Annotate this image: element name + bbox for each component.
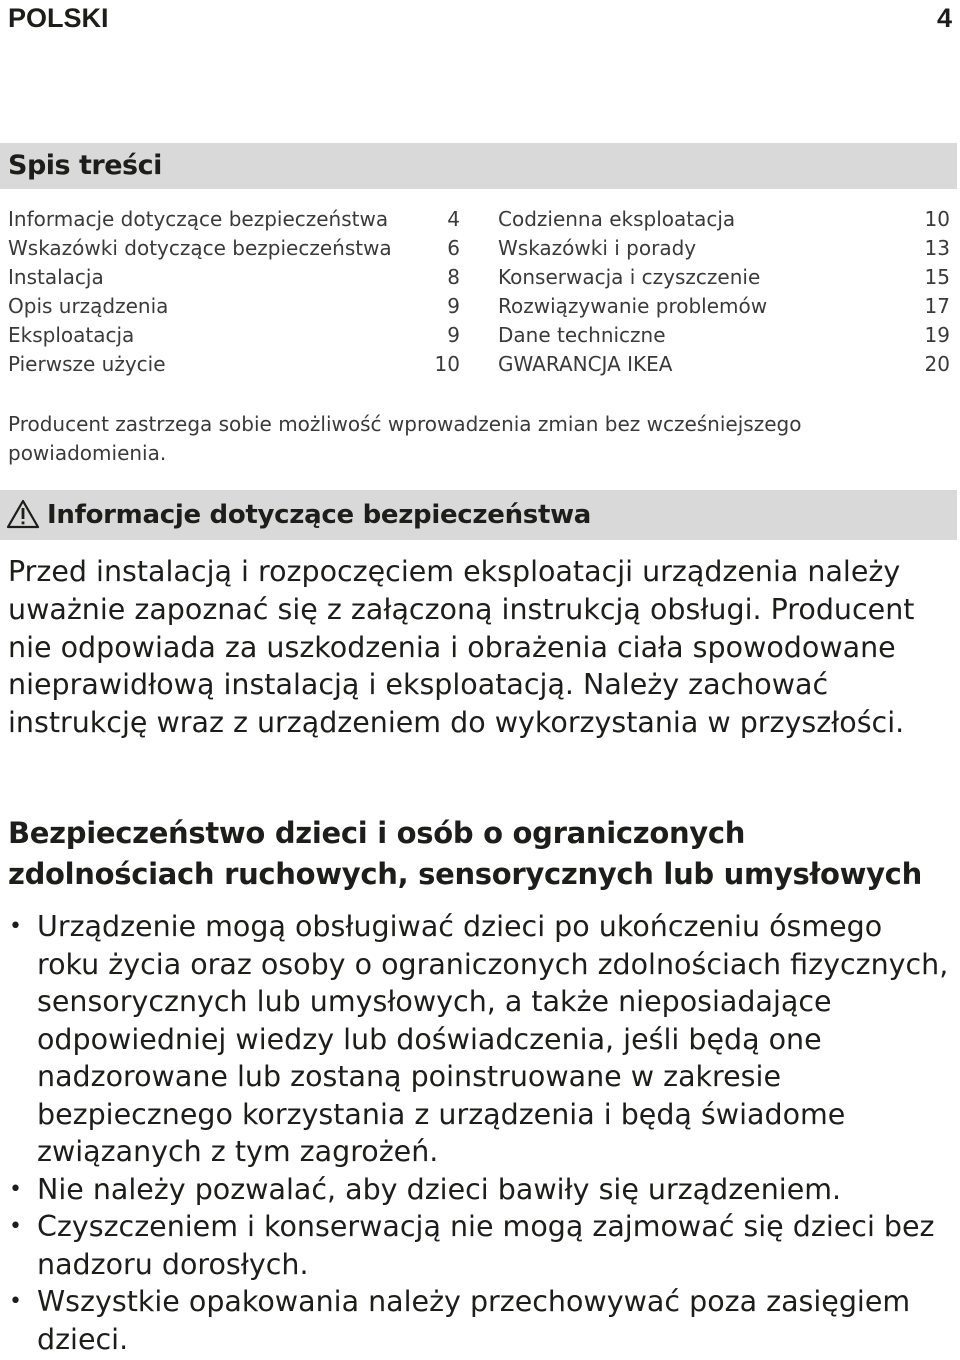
toc-entry-label: Informacje dotyczące bezpieczeństwa: [8, 207, 389, 231]
toc-entry-page: 10: [434, 352, 460, 376]
toc-entry[interactable]: [498, 263, 950, 292]
toc-entry-page: 4: [447, 207, 460, 231]
safety-intro-paragraph: Przed instalacją i rozpoczęciem eksploatacji urządzenia należy uważnie zapoznać się z załączoną instrukcją obsługi. Producent nie odpowiada za uszkodzenia i obrażenia ciała spowodowane nieprawidłową instalacją i eksploatacją. Należy zachować instrukcję wraz z urządzeniem do wykorzystania w przyszłości.: [8, 555, 915, 740]
children-safety-list: [0, 908, 950, 1358]
toc-entry-page: 13: [924, 236, 950, 260]
list-item-text: Nie należy pozwalać, aby dzieci bawiły się urządzeniem.: [37, 1172, 842, 1206]
toc-title: Spis treści: [8, 150, 162, 181]
language-label: POLSKI: [8, 2, 109, 33]
toc-entry[interactable]: [498, 292, 950, 321]
toc-entry[interactable]: [498, 234, 950, 263]
toc-column-left: [8, 205, 460, 379]
warning-triangle-icon: [6, 499, 40, 529]
toc-entry[interactable]: [498, 205, 950, 234]
toc-entry[interactable]: [8, 205, 460, 234]
toc-entry-label: Dane techniczne: [498, 323, 666, 347]
toc-entry[interactable]: [498, 350, 950, 379]
list-item-text: Czyszczeniem i konserwacją nie mogą zajmować się dzieci bez nadzoru dorosłych.: [37, 1210, 935, 1281]
toc-entry[interactable]: [8, 350, 460, 379]
toc-entry[interactable]: [8, 234, 460, 263]
toc-entry-page: 17: [924, 294, 950, 318]
list-item: [0, 1208, 950, 1283]
toc-entry-label: GWARANCJA IKEA: [498, 352, 673, 376]
toc-entry-page: 10: [924, 207, 950, 231]
list-item: [0, 1171, 950, 1209]
safety-heading-bar: [0, 490, 957, 540]
toc-entry-label: Instalacja: [8, 265, 104, 289]
toc-entry-page: 6: [447, 236, 460, 260]
toc-entry-label: Konserwacja i czyszczenie: [498, 265, 761, 289]
bullet-icon: •: [9, 1176, 22, 1202]
toc-entry[interactable]: [8, 321, 460, 350]
toc-entry-label: Wskazówki dotyczące bezpieczeństwa: [8, 236, 392, 260]
page-header: [8, 0, 952, 36]
toc-entry-label: Codzienna eksploatacja: [498, 207, 736, 231]
toc-entry-label: Wskazówki i porady: [498, 236, 697, 260]
list-item: [0, 908, 950, 1171]
toc-entry-label: Rozwiązywanie problemów: [498, 294, 768, 318]
change-notice: Producent zastrzega sobie możliwość wprowadzenia zmian bez wcześniejszego powiadomienia.: [8, 412, 802, 465]
list-item-text: Wszystkie opakowania należy przechowywać poza zasięgiem dzieci.: [37, 1285, 911, 1356]
toc-entry-page: 19: [924, 323, 950, 347]
toc-entry-page: 15: [924, 265, 950, 289]
list-item: [0, 1283, 950, 1358]
page-number: 4: [936, 2, 952, 33]
toc-entry-page: 9: [447, 294, 460, 318]
toc-entry-page: 8: [447, 265, 460, 289]
safety-title: Informacje dotyczące bezpieczeństwa: [47, 500, 592, 530]
toc-entry-page: 9: [447, 323, 460, 347]
toc-heading-bar: [0, 143, 957, 189]
toc-entry[interactable]: [8, 263, 460, 292]
bullet-icon: •: [9, 1289, 22, 1314]
children-safety-heading: Bezpieczeństwo dzieci i osób o ograniczonych zdolnościach ruchowych, sensorycznych lub umysłowych: [8, 816, 922, 891]
toc-entry-label: Opis urządzenia: [8, 294, 169, 318]
toc-entry-page: 20: [924, 352, 950, 376]
toc-entry-label: Pierwsze użycie: [8, 352, 166, 376]
toc-entry-label: Eksploatacja: [8, 323, 135, 347]
toc-entry[interactable]: [498, 321, 950, 350]
bullet-icon: •: [9, 914, 22, 939]
toc-entry[interactable]: [8, 292, 460, 321]
list-item-text: Urządzenie mogą obsługiwać dzieci po ukończeniu ósmego roku życia oraz osoby o ograniczonych zdolnościach fizycznych, sensorycznych lub umysłowych, a także nieposiadające odpowiedniej wiedzy lub doświadczenia, jeśli będą one nadzorowane lub zostaną poinstruowane w zakresie bezpiecznego korzystania z urządzenia i będą świadome związanych z tym zagrożeń.: [37, 910, 949, 1168]
toc-column-right: [498, 205, 950, 379]
bullet-icon: •: [9, 1214, 22, 1239]
